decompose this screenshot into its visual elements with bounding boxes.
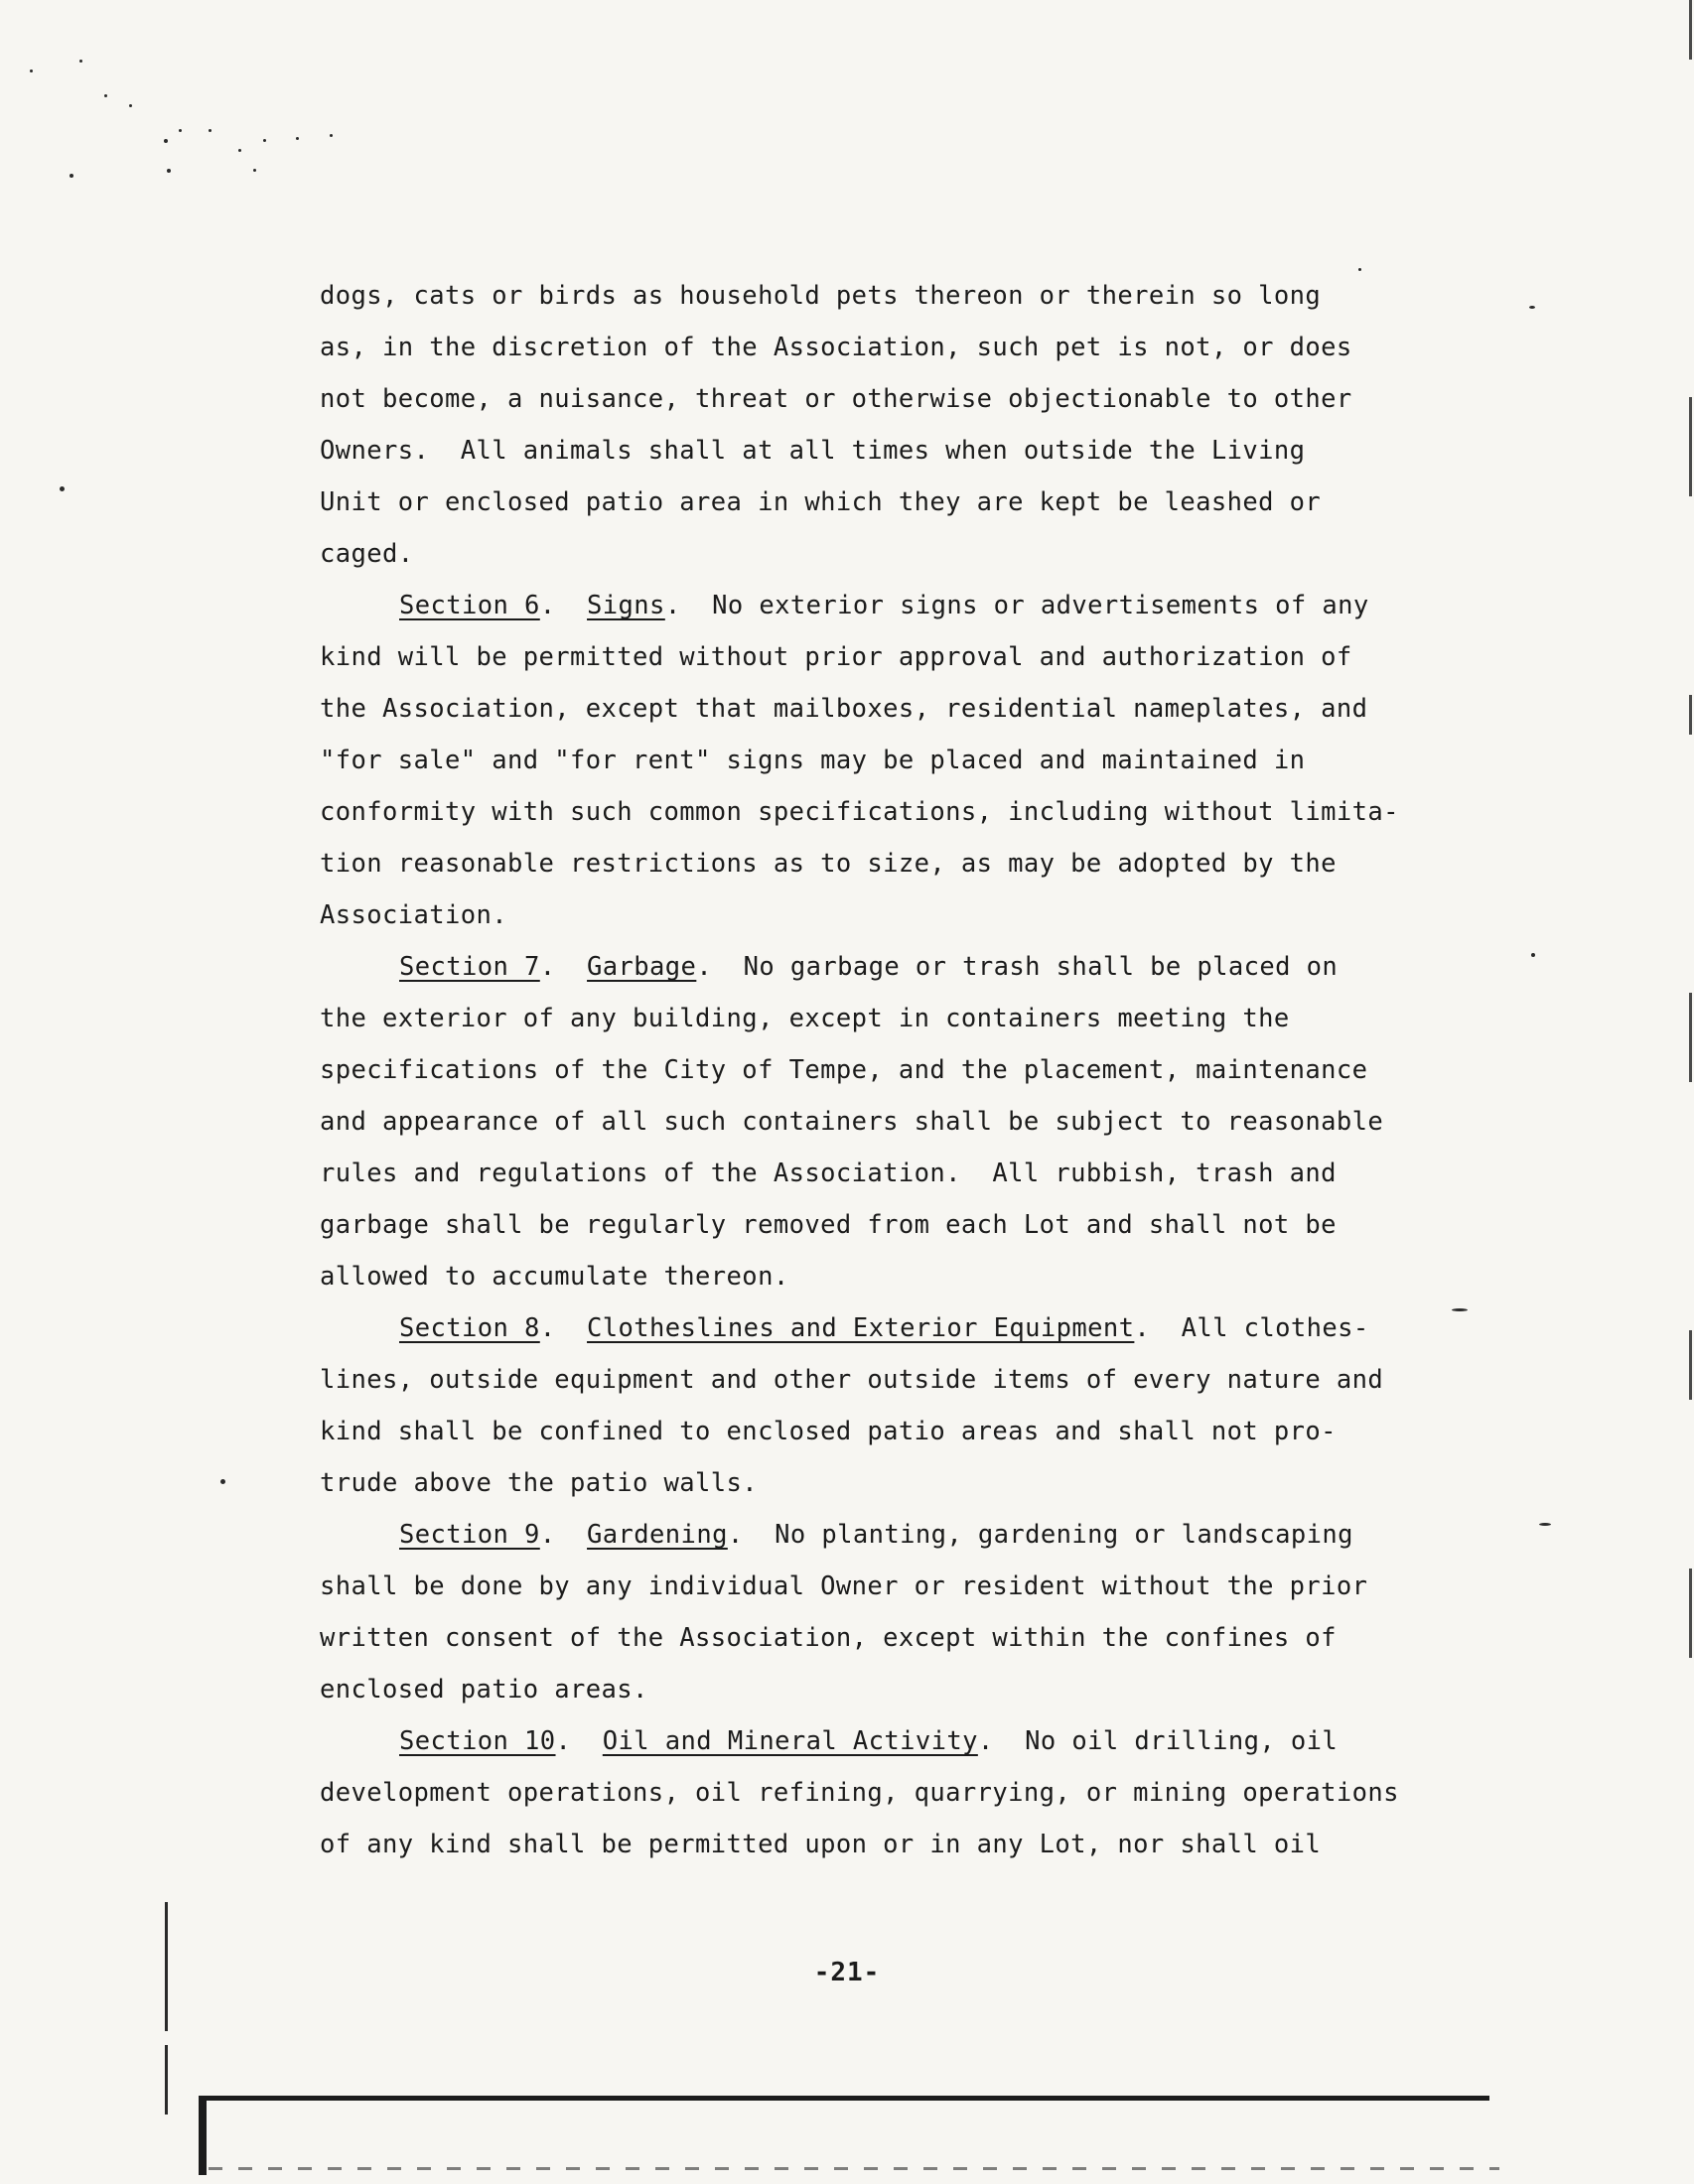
text-line [320, 270, 1432, 322]
line-text: written consent of the Association, except within the confines of [320, 1623, 1337, 1653]
text-line [320, 1561, 1432, 1612]
text-line [320, 1148, 1432, 1199]
line-text: . No exterior signs or advertisements of any [664, 591, 1369, 620]
line-text: . No planting, gardening or landscaping [727, 1520, 1353, 1550]
right-margin-mark [1689, 993, 1692, 1082]
section-number: Section 9 [399, 1520, 540, 1550]
line-text: lines, outside equipment and other outside items of every nature and [320, 1365, 1384, 1395]
line-text: development operations, oil refining, quarrying, or mining operations [320, 1778, 1399, 1808]
text-line [320, 1354, 1432, 1406]
page-number: -21- [813, 1958, 881, 1987]
line-text: Unit or enclosed patio area in which they are kept be leashed or [320, 487, 1322, 517]
right-margin-mark [1689, 695, 1692, 735]
line-text: tion reasonable restrictions as to size, as may be adopted by the [320, 849, 1337, 879]
line-text: allowed to accumulate thereon. [320, 1262, 789, 1292]
line-text: and appearance of all such containers shall be subject to reasonable [320, 1107, 1384, 1137]
text-line [320, 1044, 1432, 1096]
text-line [320, 477, 1432, 528]
text-line [320, 1199, 1432, 1251]
text-line [320, 1664, 1432, 1715]
section-heading: Garbage [587, 952, 697, 982]
line-text: dogs, cats or birds as household pets thereon or therein so long [320, 281, 1322, 311]
section-number: Section 10 [399, 1726, 556, 1756]
text-line [320, 1096, 1432, 1148]
section-separator: . [539, 952, 588, 982]
text-line [320, 1457, 1432, 1509]
right-margin-mark [1689, 1569, 1692, 1658]
line-text: kind will be permitted without prior approval and authorization of [320, 642, 1352, 672]
line-text: enclosed patio areas. [320, 1675, 648, 1705]
line-text: caged. [320, 539, 414, 569]
section-heading: Clotheslines and Exterior Equipment [587, 1313, 1135, 1343]
text-line [320, 528, 1432, 580]
text-line [320, 735, 1432, 786]
text-line [320, 1251, 1432, 1302]
line-text: . No garbage or trash shall be placed on [696, 952, 1339, 982]
section-heading-line [320, 580, 1432, 631]
section-number: Section 8 [399, 1313, 540, 1343]
section-heading: Gardening [587, 1520, 728, 1550]
line-text: trude above the patio walls. [320, 1468, 759, 1498]
section-heading: Oil and Mineral Activity [602, 1726, 978, 1756]
text-line [320, 683, 1432, 735]
text-line [320, 786, 1432, 838]
text-line [320, 631, 1432, 683]
line-text: the exterior of any building, except in containers meeting the [320, 1004, 1290, 1033]
line-text: kind shall be confined to enclosed patio areas and shall not pro- [320, 1417, 1337, 1446]
section-heading-line [320, 1302, 1432, 1354]
section-heading-line [320, 1509, 1432, 1561]
right-margin-mark [1689, 1330, 1692, 1400]
line-text: . All clothes- [1134, 1313, 1369, 1343]
line-text: "for sale" and "for rent" signs may be placed and maintained in [320, 746, 1306, 775]
line-text: shall be done by any individual Owner or resident without the prior [320, 1571, 1368, 1601]
bottom-bracket [199, 2096, 207, 2175]
text-line [320, 889, 1432, 941]
line-text: as, in the discretion of the Association, such pet is not, or does [320, 333, 1352, 362]
text-line [320, 1819, 1432, 1870]
bottom-scan-edge [209, 2167, 1499, 2170]
body-text [320, 270, 1432, 1870]
section-separator: . [539, 1313, 588, 1343]
line-text: garbage shall be regularly removed from each Lot and shall not be [320, 1210, 1337, 1240]
line-text: the Association, except that mailboxes, residential nameplates, and [320, 694, 1368, 724]
line-text: of any kind shall be permitted upon or in any Lot, nor shall oil [320, 1830, 1322, 1859]
text-line [320, 373, 1432, 425]
line-text: not become, a nuisance, threat or otherwise objectionable to other [320, 384, 1352, 414]
section-heading-line [320, 1715, 1432, 1767]
text-line [320, 993, 1432, 1044]
line-text: Owners. All animals shall at all times when outside the Living [320, 436, 1306, 466]
text-line [320, 425, 1432, 477]
left-margin-mark [165, 2045, 168, 2115]
section-separator: . [555, 1726, 603, 1756]
bottom-rule [199, 2096, 1489, 2101]
section-separator: . [539, 1520, 588, 1550]
section-number: Section 7 [399, 952, 540, 982]
line-text: conformity with such common specifications, including without limita- [320, 797, 1399, 827]
section-number: Section 6 [399, 591, 540, 620]
text-line [320, 322, 1432, 373]
text-line [320, 1406, 1432, 1457]
line-text: rules and regulations of the Association. All rubbish, trash and [320, 1159, 1337, 1188]
right-margin-mark [1689, 0, 1692, 60]
text-line [320, 1612, 1432, 1664]
line-text: . No oil drilling, oil [977, 1726, 1339, 1756]
section-heading-line [320, 941, 1432, 993]
line-text: specifications of the City of Tempe, and the placement, maintenance [320, 1055, 1368, 1085]
line-text: Association. [320, 900, 508, 930]
text-line [320, 838, 1432, 889]
right-margin-mark [1689, 397, 1692, 496]
section-separator: . [539, 591, 588, 620]
text-line [320, 1767, 1432, 1819]
section-heading: Signs [587, 591, 665, 620]
